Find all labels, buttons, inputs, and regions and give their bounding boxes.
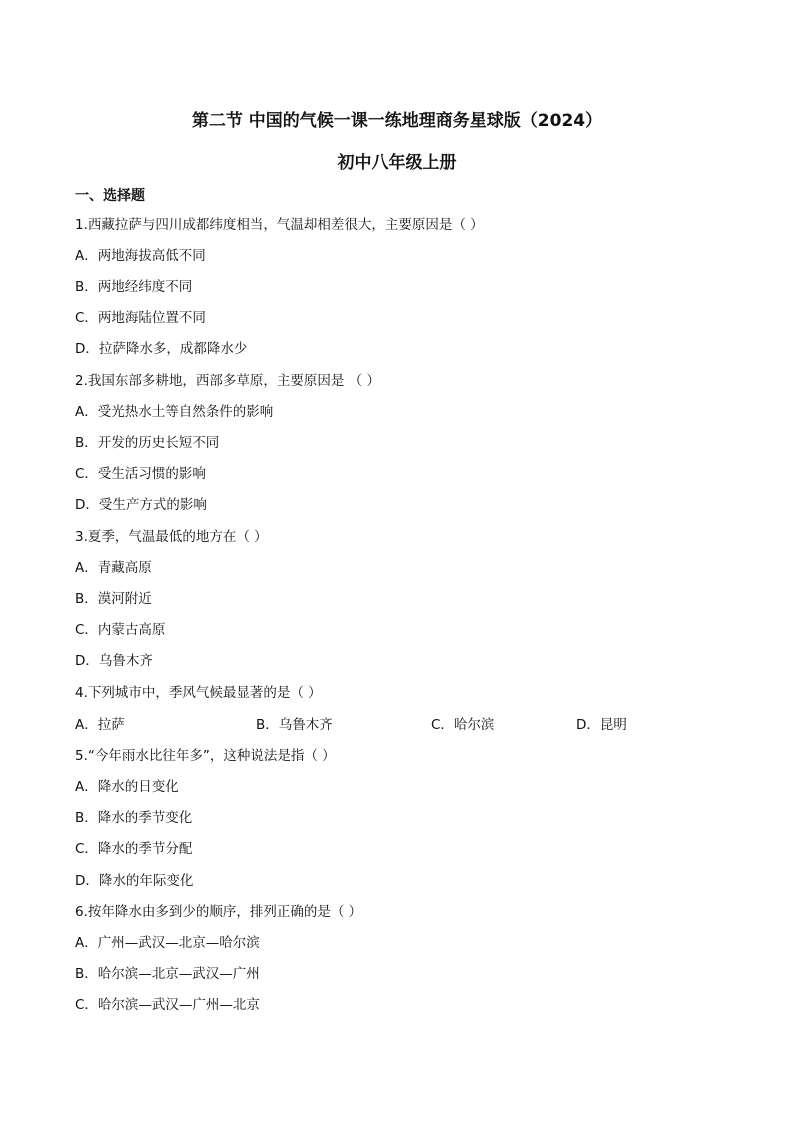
question-4-option-c: C．哈尔滨 (431, 717, 495, 733)
question-2-stem: 2.我国东部多耕地，西部多草原，主要原因是 （ ） (75, 373, 380, 389)
question-6-option-c: C．哈尔滨—武汉—广州—北京 (75, 997, 260, 1013)
question-2-option-c: C．受生活习惯的影响 (75, 466, 206, 482)
document-title: 第二节 中国的气候一课一练地理商务星球版（2024） (191, 111, 603, 131)
question-4-option-a: A．拉萨 (75, 717, 125, 733)
question-3-option-d: D．乌鲁木齐 (75, 653, 153, 669)
question-4-option-d: D．昆明 (576, 717, 627, 733)
question-5-option-b: B．降水的季节变化 (75, 810, 193, 826)
question-2-option-b: B．开发的历史长短不同 (75, 435, 220, 451)
question-3-option-b: B．漠河附近 (75, 591, 152, 607)
question-5-option-d: D．降水的年际变化 (75, 873, 194, 889)
question-1-stem: 1.西藏拉萨与四川成都纬度相当，气温却相差很大，主要原因是（ ） (75, 217, 484, 233)
document-subtitle: 初中八年级上册 (337, 153, 457, 173)
question-4-option-b: B．乌鲁木齐 (256, 717, 333, 733)
question-5-option-c: C．降水的季节分配 (75, 841, 193, 857)
question-6-option-b: B．哈尔滨—北京—武汉—广州 (75, 966, 260, 982)
question-6-stem: 6.按年降水由多到少的顺序，排列正确的是（ ） (75, 904, 363, 920)
question-1-option-b: B．两地经纬度不同 (75, 279, 193, 295)
question-5-option-a: A．降水的日变化 (75, 779, 179, 795)
question-3-stem: 3.夏季，气温最低的地方在（ ） (75, 529, 268, 545)
question-5-stem: 5.“今年雨水比往年多”，这种说法是指（ ） (75, 748, 336, 764)
question-2-option-a: A．受光热水土等自然条件的影响 (75, 404, 274, 420)
question-3-option-a: A．青藏高原 (75, 560, 152, 576)
section-heading: 一、选择题 (75, 188, 145, 204)
question-1-option-a: A．两地海拔高低不同 (75, 248, 206, 264)
question-6-option-a: A．广州—武汉—北京—哈尔滨 (75, 935, 260, 951)
question-1-option-d: D．拉萨降水多，成都降水少 (75, 341, 248, 357)
question-2-option-d: D．受生产方式的影响 (75, 497, 207, 513)
question-3-option-c: C．内蒙古高原 (75, 622, 166, 638)
question-1-option-c: C．两地海陆位置不同 (75, 310, 206, 326)
question-4-stem: 4.下列城市中，季风气候最显著的是（ ） (75, 685, 322, 701)
